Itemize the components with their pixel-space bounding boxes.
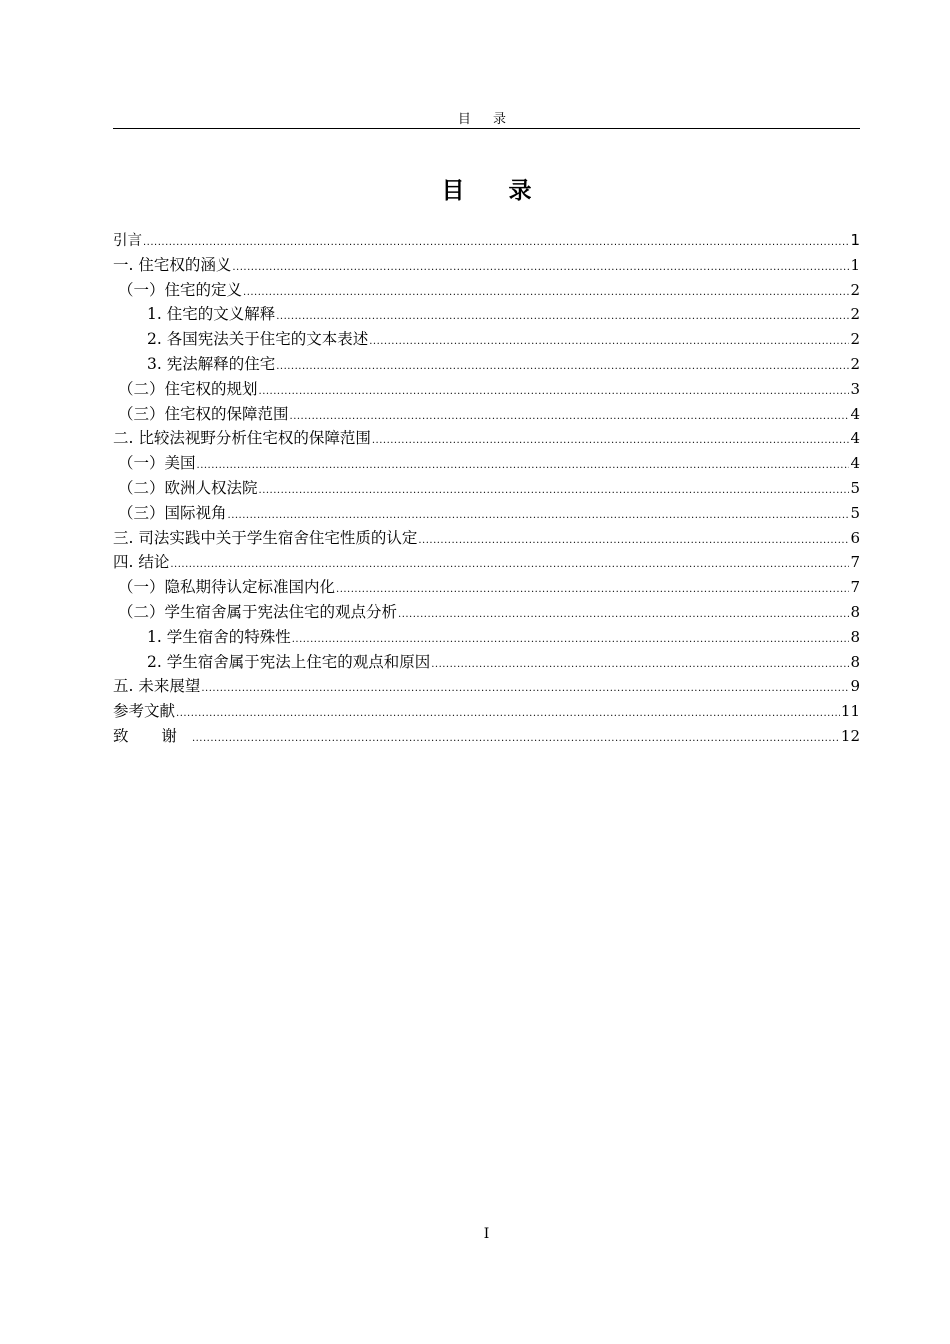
dot-leader — [228, 511, 850, 521]
dot-leader — [418, 536, 849, 546]
dot-leader — [232, 263, 849, 273]
toc-entry-page: 2 — [850, 330, 860, 349]
toc-entry-label: 一. 住宅权的涵义 — [113, 255, 232, 274]
toc-entry-label: （三）住宅权的保障范围 — [118, 404, 289, 423]
toc-entry[interactable] — [113, 575, 860, 600]
toc-entry-page: 2 — [850, 305, 860, 324]
toc-entry-page: 3 — [850, 379, 860, 398]
toc-entry-page: 11 — [840, 702, 860, 721]
dot-leader — [143, 238, 849, 248]
toc-entry-page: 8 — [850, 627, 860, 646]
toc-entry[interactable] — [113, 402, 860, 427]
toc-list — [113, 228, 860, 749]
toc-entry[interactable] — [113, 550, 860, 575]
toc-entry[interactable] — [113, 674, 860, 699]
dot-leader — [290, 412, 850, 422]
toc-entry-label: 3. 宪法解释的住宅 — [147, 354, 276, 373]
toc-entry-label: （一）住宅的定义 — [118, 280, 243, 299]
dot-leader — [259, 387, 850, 397]
toc-entry-label: （二）学生宿舍属于宪法住宅的观点分析 — [118, 602, 398, 621]
toc-entry[interactable] — [113, 302, 860, 327]
toc-entry-label: 引言 — [113, 233, 142, 249]
toc-entry-page: 7 — [850, 578, 860, 597]
toc-entry-page: 4 — [850, 454, 860, 473]
toc-entry-page: 4 — [850, 404, 860, 423]
toc-entry[interactable] — [113, 352, 860, 377]
toc-entry-label: （二）住宅权的规划 — [118, 379, 258, 398]
toc-entry-label: 参考文献 — [113, 702, 176, 721]
dot-leader — [192, 734, 840, 744]
toc-entry[interactable] — [113, 278, 860, 303]
dot-leader — [276, 312, 849, 322]
toc-entry-label: 1. 住宅的文义解释 — [147, 305, 276, 324]
dot-leader — [336, 585, 849, 595]
toc-entry[interactable] — [113, 426, 860, 451]
toc-entry-page: 8 — [850, 652, 860, 671]
toc-entry[interactable] — [113, 625, 860, 650]
toc-entry-page: 1 — [850, 231, 860, 249]
running-header: 目 录 — [457, 112, 516, 127]
toc-entry[interactable] — [113, 451, 860, 476]
toc-entry[interactable] — [113, 228, 860, 253]
toc-entry-page: 4 — [850, 429, 860, 448]
toc-entry[interactable] — [113, 253, 860, 278]
toc-entry-page: 12 — [840, 726, 860, 745]
toc-entry-page: 6 — [850, 528, 860, 547]
toc-entry-label: 致 谢 — [113, 726, 191, 745]
toc-entry[interactable] — [113, 600, 860, 625]
dot-leader — [197, 461, 850, 471]
dot-leader — [372, 436, 850, 446]
toc-entry-page: 2 — [850, 354, 860, 373]
dot-leader — [243, 288, 849, 298]
dot-leader — [176, 709, 840, 719]
toc-entry-page: 1 — [850, 255, 860, 274]
dot-leader — [201, 684, 849, 694]
toc-entry[interactable] — [113, 501, 860, 526]
dot-leader — [369, 337, 849, 347]
toc-entry-label: 二. 比较法视野分析住宅权的保障范围 — [113, 429, 371, 448]
toc-entry-label: （三）国际视角 — [118, 503, 227, 522]
toc-entry[interactable] — [113, 377, 860, 402]
toc-entry[interactable] — [113, 526, 860, 551]
toc-entry-label: （一）隐私期待认定标准国内化 — [118, 578, 336, 597]
toc-entry-page: 5 — [850, 478, 860, 497]
dot-leader — [170, 560, 849, 570]
toc-entry-label: 三. 司法实践中关于学生宿舍住宅性质的认定 — [113, 528, 418, 547]
dot-leader — [292, 635, 850, 645]
toc-entry[interactable] — [113, 476, 860, 501]
toc-entry-page: 9 — [850, 677, 860, 696]
toc-entry-page: 5 — [850, 503, 860, 522]
page-number: I — [483, 1226, 490, 1242]
dot-leader — [276, 362, 849, 372]
toc-entry-label: 五. 未来展望 — [113, 677, 201, 696]
dot-leader — [431, 660, 849, 670]
toc-entry[interactable] — [113, 650, 860, 675]
dot-leader — [259, 486, 850, 496]
toc-entry-page: 2 — [850, 280, 860, 299]
toc-entry-page: 7 — [850, 553, 860, 572]
toc-entry[interactable] — [113, 327, 860, 352]
toc-entry-label: （二）欧洲人权法院 — [118, 478, 258, 497]
toc-entry-label: （一）美国 — [118, 454, 196, 473]
toc-entry[interactable] — [113, 724, 860, 749]
toc-entry-label: 四. 结论 — [113, 553, 170, 572]
header-rule — [113, 128, 860, 129]
toc-entry-label: 1. 学生宿舍的特殊性 — [147, 627, 291, 646]
toc-entry-label: 2. 各国宪法关于住宅的文本表述 — [147, 330, 369, 349]
toc-entry-label: 2. 学生宿舍属于宪法上住宅的观点和原因 — [147, 652, 431, 671]
toc-entry[interactable] — [113, 699, 860, 724]
toc-title: 目 录 — [441, 178, 550, 204]
toc-entry-page: 8 — [850, 602, 860, 621]
dot-leader — [398, 610, 849, 620]
